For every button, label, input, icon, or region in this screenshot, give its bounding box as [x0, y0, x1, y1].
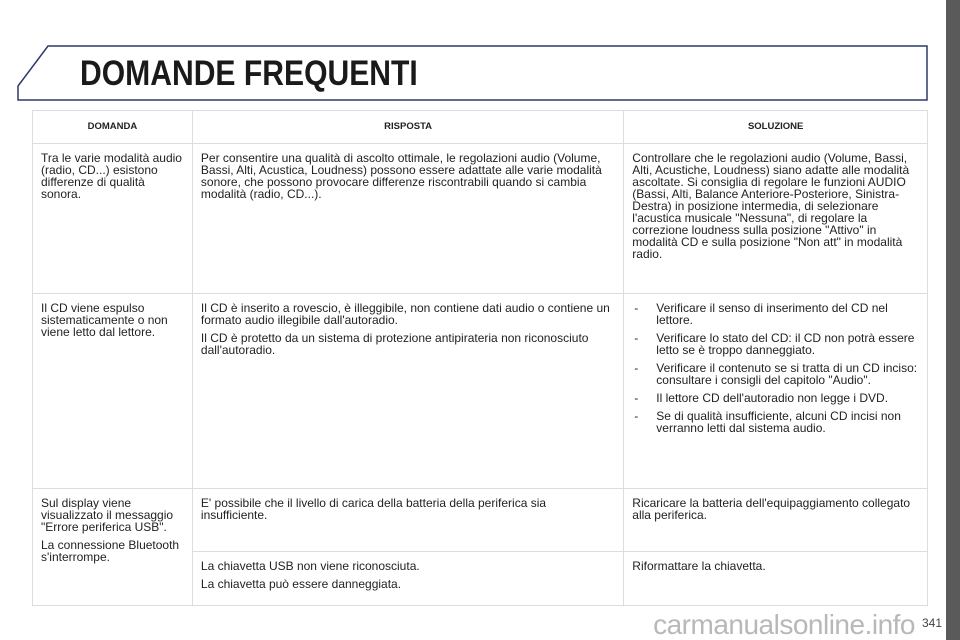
question-text: La connessione Bluetooth s'interrompe. [41, 538, 180, 564]
answer-text: La chiavetta può essere danneggiata. [200, 577, 402, 591]
side-tab [946, 0, 960, 640]
answer-text: La chiavetta USB non viene riconosciuta. [200, 559, 420, 573]
table-row [33, 489, 928, 552]
faq-table [32, 110, 928, 606]
col-domanda: DOMANDA [33, 111, 193, 144]
col-risposta: RISPOSTA [192, 111, 623, 144]
solution: Controllare che le regolazioni audio (Volume, Bassi, Alti, Acustiche, Loudness) siano adatte alle modalità ascoltate. Si consiglia di regolare le funzioni AUDIO (Bassi, Alti, Balance Anteriore-Posteriore, Sinistra-Destra) in posizione intermedia, di selezionare l'acustica musicale "Nessuna", di regolare la correzione loudness sulla posizione "Attivo" in modalità CD e sulla posizione "Non att" in modalità radio. [624, 144, 928, 294]
question: Tra le varie modalità audio (radio, CD...) esistono differenze di qualità sonora. [33, 144, 193, 294]
answer [192, 144, 623, 294]
table-row [33, 144, 928, 294]
solution-item: - Se di qualità insufficiente, alcuni CD incisi non verranno letti dal sistema audio. [632, 410, 919, 434]
solution-item: - Verificare il senso di inserimento del CD nel lettore. [632, 302, 919, 326]
answer-text: Il CD è protetto da un sistema di protezione antipirateria non riconosciuto dall'autoradio. [200, 331, 589, 357]
solution [624, 294, 928, 489]
col-soluzione: SOLUZIONE [624, 111, 928, 144]
answer-text: E' possibile che il livello di carica della batteria della periferica sia insufficiente. [200, 496, 547, 522]
solution-item: - Verificare lo stato del CD: il CD non potrà essere letto se è troppo danneggiato. [632, 332, 919, 356]
solution-item: - Il lettore CD dell'autoradio non legge i DVD. [632, 392, 919, 404]
page-title: DOMANDE FREQUENTI [80, 54, 418, 93]
solution: Riformattare la chiavetta. [624, 552, 928, 606]
solution-item: - Verificare il contenuto se si tratta di un CD inciso: consultare i consigli del capitolo "Audio". [632, 362, 919, 386]
answer-text: Il CD è inserito a rovescio, è illeggibile, non contiene dati audio o contiene un formato audio illegibile dall'autoradio. [200, 301, 610, 327]
answer [192, 552, 623, 606]
answer-text: Per consentire una qualità di ascolto ottimale, le regolazioni audio (Volume, Bassi, Alti, Acustica, Loudness) possono essere adattate alle varie modalità sonore, che possono provocare differenze riscontrabili quando si cambia modalità (radio, CD...). [200, 151, 602, 201]
answer [192, 294, 623, 489]
question [33, 489, 193, 606]
question: Il CD viene espulso sistematicamente o non viene letto dal lettore. [33, 294, 193, 489]
question-text: Sul display viene visualizzato il messaggio "Errore periferica USB". [41, 496, 174, 534]
table-header [33, 111, 928, 144]
answer [192, 489, 623, 552]
solution: Ricaricare la batteria dell'equipaggiamento collegato alla periferica. [624, 489, 928, 552]
page-number: 341 [922, 616, 943, 630]
watermark: carmanualsonline.info [653, 609, 915, 640]
table-row [33, 294, 928, 489]
